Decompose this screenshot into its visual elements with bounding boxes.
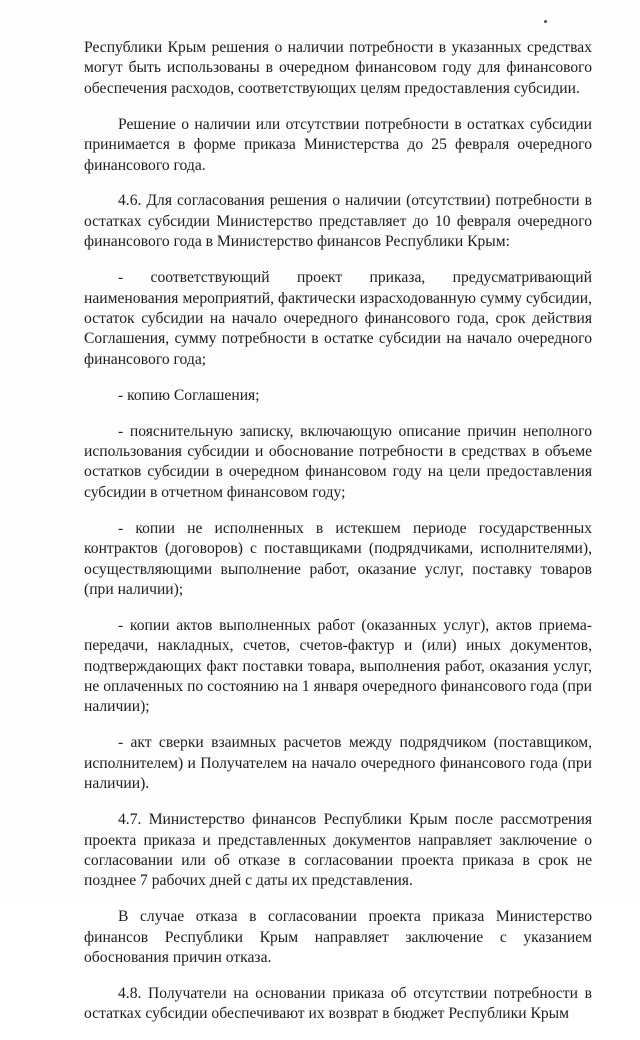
scan-speck (544, 20, 547, 23)
paragraph-continuation: Республики Крым решения о наличии потребности в указанных средствах могут быть использованы в очередном финансовом году для финансового обеспечения расходов, соответствующих целям предоставления субсидии. (84, 39, 592, 97)
list-item-act-copies: - копии актов выполненных работ (оказанных услуг), актов приема-передачи, накладных, счетов, счетов-фактур и (или) иных документов, подтверждающих факт поставки товара, выполнения работ, оказания услуг, не оплаченных по состоянию на 1 января очередного финансового года (при наличии); (84, 616, 592, 716)
paragraph-refusal: В случае отказа в согласовании проекта приказа Министерство финансов Республики Крым направляет заключение с указанием обоснования причин отказа. (84, 908, 592, 967)
list-item-contract-copies: - копии не исполненных в истекшем периоде государственных контрактов (договоров) с поставщиками (подрядчиками, исполнителями), осуществляющими выполнение работ, оказание услуг, поставку товаров (при наличии); (84, 519, 592, 598)
paragraph-4-8: 4.8. Получатели на основании приказа об отсутствии потребности в остатках субсидии обеспечивают их возврат в бюджет Республики Крым (84, 984, 592, 1023)
list-item-agreement-copy: - копию Соглашения; (118, 386, 260, 404)
paragraph-4-7: 4.7. Министерство финансов Республики Крым после рассмотрения проекта приказа и представленных документов направляет заключение о согласовании или об отказе в согласовании проекта приказа в срок не позднее 7 рабочих дней с даты их представления. (84, 811, 592, 890)
paragraph-4-6: 4.6. Для согласования решения о наличии (отсутствии) потребности в остатках субсидии Министерство представляет до 10 февраля очередного финансового года в Министерство финансов Республики Крым: (84, 192, 592, 251)
list-item-reconciliation-act: - акт сверки взаимных расчетов между подрядчиком (поставщиком, исполнителем) и Получателем на начало очередного финансового года (при наличии). (84, 734, 592, 793)
list-item-draft-order: - соответствующий проект приказа, предусматривающий наименования мероприятий, фактически израсходованную сумму субсидии, остаток субсидии на начало очередного финансового года, срок действия Соглашения, сумму потребности в остатке субсидии на начало очередного финансового года; (84, 269, 592, 368)
paragraph-decision: Решение о наличии или отсутствии потребности в остатках субсидии принимается в форме приказа Министерства до 25 февраля очередного финансового года. (84, 115, 592, 174)
document-body (84, 38, 592, 1040)
list-item-explanatory-note: - пояснительную записку, включающую описание причин неполного использования субсидии и обоснование потребности в средствах в объеме остатков субсидии в очередном финансовом году на цели предоставления субсидии в отчетном финансовом году; (84, 422, 592, 501)
